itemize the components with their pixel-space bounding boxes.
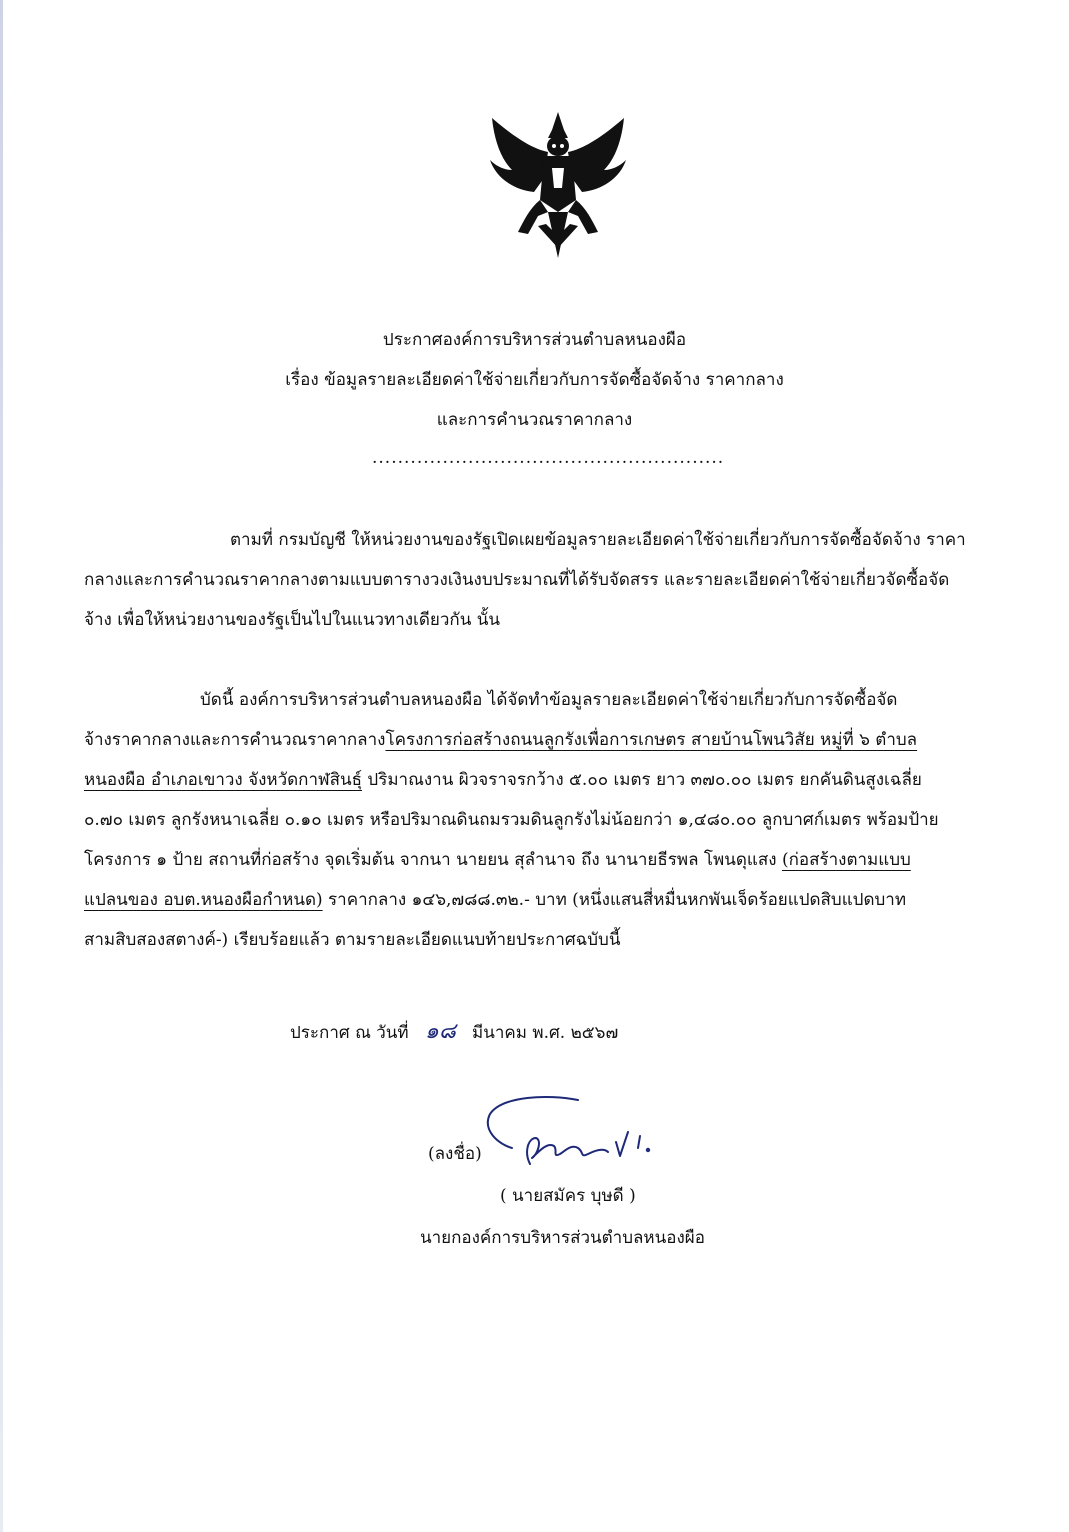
announcement-date	[290, 1013, 618, 1048]
scan-edge	[0, 0, 3, 1532]
paragraph2-line2	[84, 728, 917, 752]
project-site: โครงการ ๑ ป้าย สถานที่ก่อสร้าง จุดเริ่มต้น จากนา นายยน สุลำนาจ ถึง นานายธีรพล โพนดุแสง	[84, 850, 782, 870]
paragraph2-line6	[84, 888, 906, 912]
project-location: หนองผือ อำเภอเขาวง จังหวัดกาฬสินธุ์	[84, 770, 363, 790]
construction-note-cont: แปลนของ อบต.หนองผือกำหนด)	[84, 890, 323, 910]
announcement-heading	[0, 320, 1069, 440]
date-month-year: มีนาคม พ.ศ. ๒๕๖๗	[472, 1023, 619, 1043]
paragraph2-line7: สามสิบสองสตางค์-) เรียบร้อยแล้ว ตามรายละเอียดแนบท้ายประกาศฉบับนี้	[84, 930, 621, 950]
paragraph2-line5	[84, 848, 911, 872]
announcement-subject-cont: และการคำนวณราคากลาง	[436, 410, 633, 430]
signatory-position: นายกองค์การบริหารส่วนตำบลหนองผือ	[420, 1228, 705, 1248]
date-prefix: ประกาศ ณ วันที่	[290, 1023, 409, 1043]
date-day-handwritten: ๑๘	[424, 1019, 456, 1044]
paragraph1-line2: กลางและการคำนวณราคากลางตามแบบตารางวงเงินงบประมาณที่ได้รับจัดสรร และรายละเอียดค่าใช้จ่ายเกี่ยวจัดซื้อจัด	[84, 570, 950, 590]
median-price: ราคากลาง ๑๔๖,๗๘๘.๓๒.- บาท (หนึ่งแสนสี่หมื่นหกพันเจ็ดร้อยแปดสิบแปดบาท	[322, 890, 907, 910]
announcement-subject: เรื่อง ข้อมูลรายละเอียดค่าใช้จ่ายเกี่ยวกับการจัดซื้อจัดจ้าง ราคากลาง	[285, 370, 784, 390]
construction-note: (ก่อสร้างตามแบบ	[781, 850, 911, 870]
paragraph2-line1: บัดนี้ องค์การบริหารส่วนตำบลหนองผือ ได้จัดทำข้อมูลรายละเอียดค่าใช้จ่ายเกี่ยวกับการจัดซื้อจัด	[200, 690, 898, 710]
paragraph2-line3	[84, 768, 922, 792]
project-dimensions: ปริมาณงาน ผิวจราจรกว้าง ๕.๐๐ เมตร ยาว ๓๗๐.๐๐ เมตร ยกคันดินสูงเฉลี่ย	[362, 770, 922, 790]
signature-label: (ลงชื่อ)	[428, 1144, 482, 1164]
paragraph1-line3: จ้าง เพื่อให้หน่วยงานของรัฐเป็นไปในแนวทางเดียวกัน นั้น	[84, 610, 500, 630]
signatory-name: ( นายสมัคร บุษดี )	[500, 1186, 636, 1206]
handwritten-signature	[468, 1092, 678, 1182]
paragraph1-line1: ตามที่ กรมบัญชี ให้หน่วยงานของรัฐเปิดเผยข้อมูลรายละเอียดค่าใช้จ่ายเกี่ยวกับการจัดซื้อจัดจ้าง ราคา	[230, 530, 966, 550]
paragraph2-line4: ๐.๗๐ เมตร ลูกรังหนาเฉลี่ย ๐.๑๐ เมตร หรือปริมาณดินถมรวมดินลูกรังไม่น้อยกว่า ๑,๔๘๐.๐๐ ลูกบาศก์เมตร พร้อมป้าย	[84, 810, 939, 830]
paragraph2-line2-lead: จ้างราคากลางและการคำนวณราคากลาง	[84, 730, 386, 750]
announcement-title: ประกาศองค์การบริหารส่วนตำบลหนองผือ	[382, 330, 687, 350]
project-name: โครงการก่อสร้างถนนลูกรังเพื่อการเกษตร สายบ้านโพนวิสัย หมู่ที่ ๖ ตำบล	[385, 730, 918, 750]
garuda-emblem-icon	[478, 108, 638, 268]
dotted-separator: .......................................................	[372, 448, 725, 468]
